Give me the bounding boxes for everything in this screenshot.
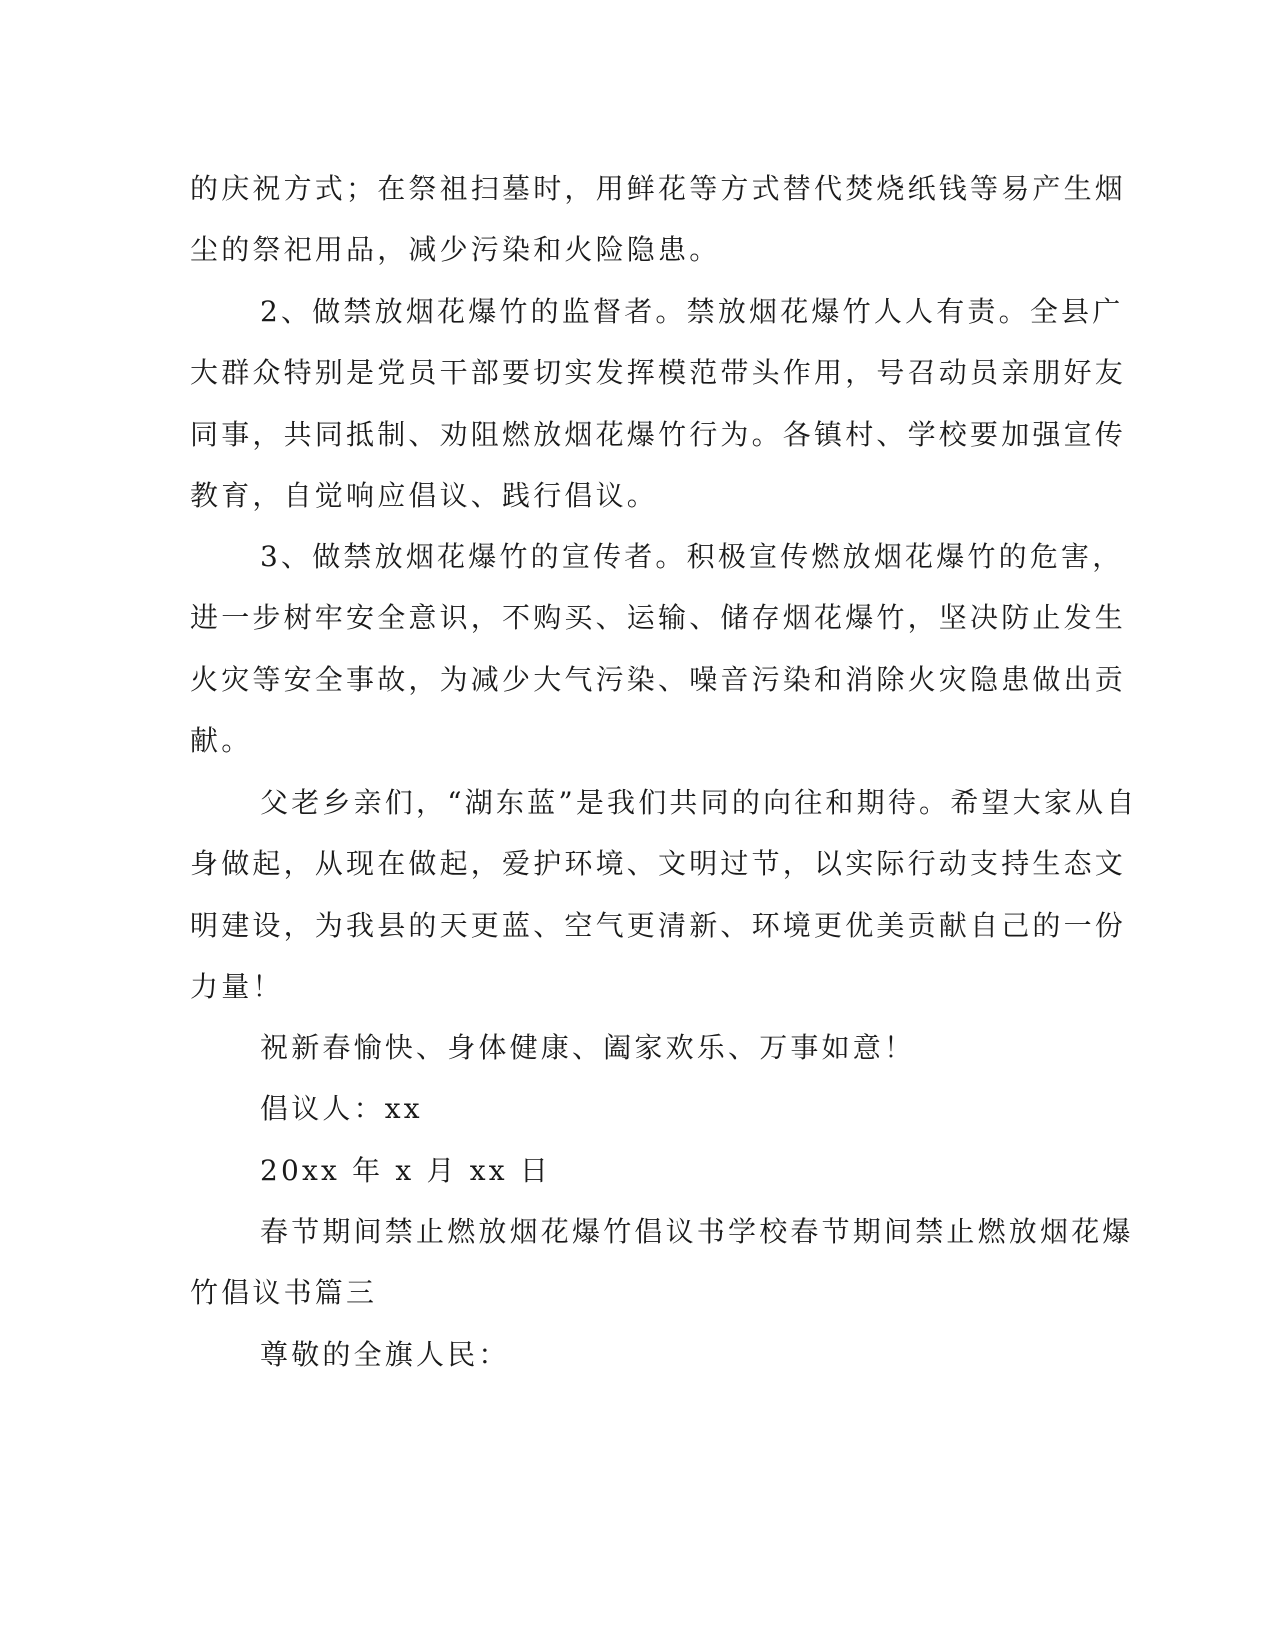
text-line: 尊敬的全旗人民： [260, 1338, 510, 1371]
section-title [190, 1201, 1134, 1324]
text-line: 同事，共同抵制、劝阻燃放烟花爆竹行为。各镇村、学校要加强宣传 [190, 417, 1127, 451]
text-line: 进一步树牢安全意识，不购买、运输、储存烟花爆竹，坚决防止发生 [190, 601, 1127, 635]
text-line: 力量！ [190, 970, 284, 1004]
paragraph-promoter [190, 526, 1127, 772]
paragraph-appeal [190, 772, 1138, 1018]
text-line: 祝新春愉快、身体健康、阖家欢乐、万事如意！ [260, 1031, 916, 1064]
text-line: 的庆祝方式；在祭祖扫墓时，用鲜花等方式替代焚烧纸钱等易产生烟 [190, 172, 1127, 205]
text-line: 教育，自觉响应倡议、践行倡议。 [190, 479, 659, 513]
text-line: 献。 [190, 724, 253, 758]
text-line: 倡议人：xx [260, 1092, 423, 1125]
paragraph-supervisor [190, 281, 1127, 527]
text-line: 竹倡议书篇三 [190, 1276, 378, 1310]
paragraph-celebration-methods [190, 158, 1127, 281]
text-line: 2、做禁放烟花爆竹的监督者。禁放烟花爆竹人人有责。全县广 [260, 295, 1124, 328]
text-line: 20xx 年 x 月 xx 日 [260, 1154, 552, 1187]
text-line: 春节期间禁止燃放烟花爆竹倡议书学校春节期间禁止燃放烟花爆 [260, 1215, 1134, 1248]
text-line: 火灾等安全事故，为减少大气污染、噪音污染和消除火灾隐患做出贡 [190, 662, 1127, 696]
date-line [190, 1140, 1070, 1201]
initiator-line [190, 1078, 1070, 1139]
text-line: 3、做禁放烟花爆竹的宣传者。积极宣传燃放烟花爆竹的危害， [260, 540, 1124, 573]
greeting-line [190, 1017, 1070, 1078]
text-line: 父老乡亲们，“湖东蓝”是我们共同的向往和期待。希望大家从自 [260, 786, 1138, 819]
text-line: 尘的祭祀用品，减少污染和火险隐患。 [190, 233, 721, 267]
text-line: 身做起，从现在做起，爱护环境、文明过节，以实际行动支持生态文 [190, 847, 1127, 881]
salutation-line [190, 1324, 1070, 1385]
text-line: 大群众特别是党员干部要切实发挥模范带头作用，号召动员亲朋好友 [190, 356, 1127, 390]
text-line: 明建设，为我县的天更蓝、空气更清新、环境更优美贡献自己的一份 [190, 908, 1127, 942]
